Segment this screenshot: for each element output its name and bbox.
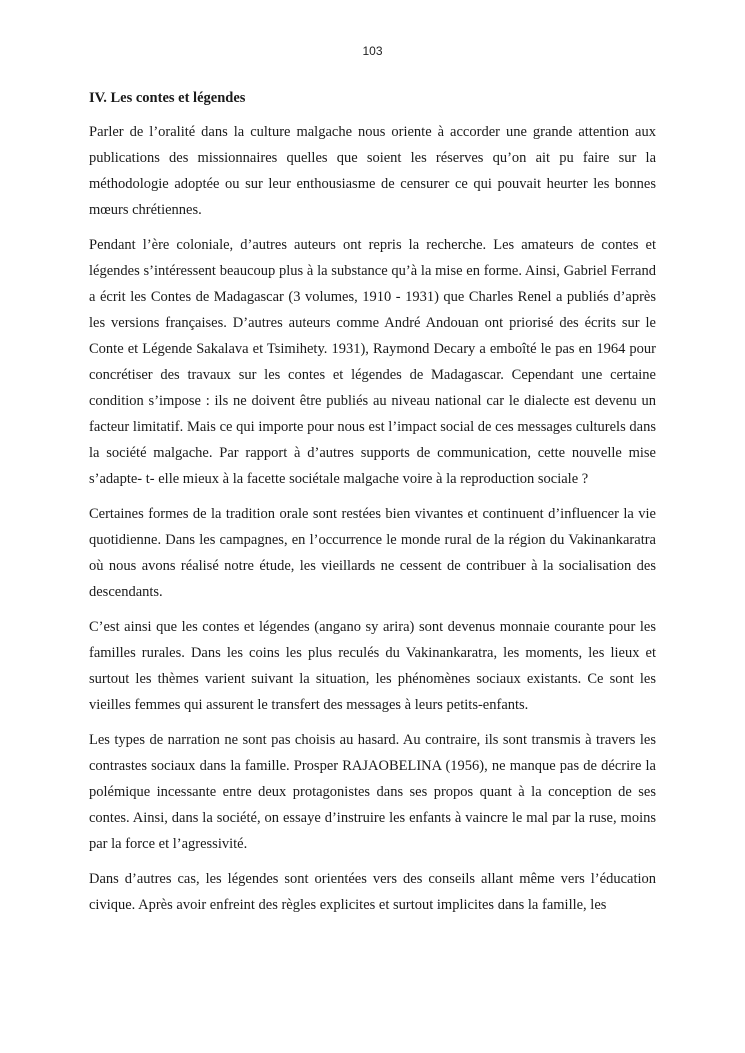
paragraph-education-civique: Dans d’autres cas, les légendes sont orientées vers des conseils allant même vers l’éducation civique. Après avoir enfreint des règles explicites et surtout implicites dans la famille, les — [89, 871, 656, 913]
page-number: 103 — [362, 44, 383, 58]
paragraph-angano-sy-arira: C’est ainsi que les contes et légendes (angano sy arira) sont devenus monnaie courante pour les familles rurales. Dans les coins les plus reculés du Vakinankaratra, les moments, les lieux et surtout les thèmes varient suivant la situation, les phénomènes sociaux existants. Ce sont les vieilles femmes qui assurent le transfert des messages à leurs petits-enfants. — [89, 619, 656, 713]
paragraph-oralite: Parler de l’oralité dans la culture malgache nous oriente à accorder une grande attention aux publications des missionnaires quelles que soient les réserves qu’on ait pu faire sur la méthodologie adoptée ou sur leur enthousiasme de censurer ce qui pouvait heurter les bonnes mœurs chrétiennes. — [89, 124, 656, 218]
document-body — [89, 86, 656, 927]
paragraph-types-narration: Les types de narration ne sont pas choisis au hasard. Au contraire, ils sont transmis à travers les contrastes sociaux dans la famille. Prosper RAJAOBELINA (1956), ne manque pas de décrire la polémique incessante entre deux protagonistes dans ses propos quant à la conception de ses contes. Ainsi, dans la société, on essaye d’instruire les enfants à vaincre le mal par la ruse, moins par la force et l’agressivité. — [89, 732, 656, 852]
paragraph-ere-coloniale: Pendant l’ère coloniale, d’autres auteurs ont repris la recherche. Les amateurs de contes et légendes s’intéressent beaucoup plus à la substance qu’à la mise en forme. Ainsi, Gabriel Ferrand a écrit les Contes de Madagascar (3 volumes, 1910 - 1931) que Charles Renel a publiés d’après les versions françaises. D’autres auteurs comme André Andouan ont priorisé des écrits sur le Conte et Légende Sakalava et Tsimihety. 1931), Raymond Decary a emboîté le pas en 1964 pour concrétiser des travaux sur les contes et légendes de Madagascar. Cependant une certaine condition s’impose : ils ne doivent être publiés au niveau national car le dialecte est devenu un facteur limitatif. Mais ce qui importe pour nous est l’impact social de ces messages culturels dans la société malgache. Par rapport à d’autres supports de communication, cette nouvelle mise s’adapte- t- elle mieux à la facette sociétale malgache voire à la reproduction sociale ? — [89, 237, 656, 487]
section-heading: IV. Les contes et légendes — [89, 90, 246, 106]
paragraph-tradition-orale: Certaines formes de la tradition orale sont restées bien vivantes et continuent d’influencer la vie quotidienne. Dans les campagnes, en l’occurrence le monde rural de la région du Vakinankaratra où nous avons réalisé notre étude, les vieillards ne cessent de contribuer à la socialisation des descendants. — [89, 506, 656, 600]
